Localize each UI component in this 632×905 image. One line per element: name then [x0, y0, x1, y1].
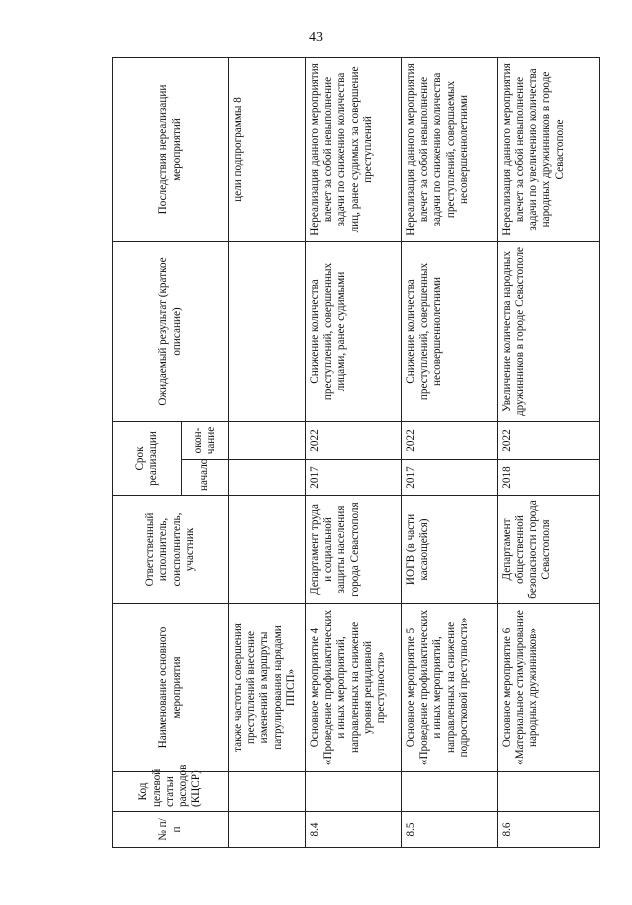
- table-rotation-frame: [112, 58, 600, 848]
- cell-executor: Департамент труда и социальной защиты населения города Севастополя: [306, 496, 402, 604]
- cell-consequences: Нереализация данного мероприятия влечет за собой невыполнение задачи по увеличению количества народных дружинников в городе Севастополе: [497, 58, 599, 242]
- measures-table: [112, 57, 600, 848]
- cell-code: [401, 772, 497, 812]
- cell-consequences: Нереализация данного мероприятия влечет за собой невыполнение задачи по снижению количества лиц, ранее судимых за совершение преступлений: [306, 58, 402, 242]
- cell-end: 2022: [306, 422, 402, 460]
- cell-code: [306, 772, 402, 812]
- cell-code: [229, 772, 306, 812]
- cell-name: Основное мероприятие 6 «Материальное стимулирование народных дружинников»: [497, 604, 599, 772]
- cell-start: [229, 460, 306, 496]
- cell-end: 2022: [401, 422, 497, 460]
- cell-num: 8.6: [497, 812, 599, 848]
- header-num: № п/п: [113, 812, 229, 848]
- header-consequences: Последствия нереализации мероприятий: [113, 58, 229, 242]
- cell-end: [229, 422, 306, 460]
- cell-start: 2017: [306, 460, 402, 496]
- table-row: [229, 58, 306, 848]
- cell-start: 2018: [497, 460, 599, 496]
- cell-name: также частоты совершения преступлений внесение изменений в маршруты патрулирования нарядами ППСП»: [229, 604, 306, 772]
- header-period: Срок реализации: [113, 422, 182, 496]
- cell-name: Основное мероприятие 4 «Проведение профилактических и иных мероприятий, направленных на снижение уровня рецидивной преступности»: [306, 604, 402, 772]
- cell-num: 8.5: [401, 812, 497, 848]
- cell-result: Увеличение количества народных дружинников в городе Севастополе: [497, 242, 599, 422]
- cell-code: [497, 772, 599, 812]
- cell-consequences: Нереализация данного мероприятия влечет за собой невыполнение задачи по снижению количества преступлений, совершаемых несовершеннолетними: [401, 58, 497, 242]
- header-executor: Ответственный исполнитель, соисполнитель, участник: [113, 496, 229, 604]
- header-code: Код целевой статьи расходов (КЦСР): [113, 772, 229, 812]
- table-header-row: [113, 58, 182, 848]
- table-row: [497, 58, 599, 848]
- cell-result: Снижение количества преступлений, совершенных лицами, ранее судимыми: [306, 242, 402, 422]
- cell-end: 2022: [497, 422, 599, 460]
- table-rotated-wrapper: [112, 58, 600, 848]
- table-row: [306, 58, 402, 848]
- header-name: Наименование основного мероприятия: [113, 604, 229, 772]
- cell-num: 8.4: [306, 812, 402, 848]
- cell-result: Снижение количества преступлений, совершенных несовершеннолетними: [401, 242, 497, 422]
- cell-executor: [229, 496, 306, 604]
- cell-result: [229, 242, 306, 422]
- cell-start: 2017: [401, 460, 497, 496]
- table-row: [401, 58, 497, 848]
- page-number: 43: [309, 30, 323, 45]
- header-end: окон-чание: [182, 422, 229, 460]
- cell-consequences: цели подпрограммы 8: [229, 58, 306, 242]
- cell-executor: Департамент общественной безопасности города Севастополя: [497, 496, 599, 604]
- header-result: Ожидаемый результат (краткое описание): [113, 242, 229, 422]
- cell-num: [229, 812, 306, 848]
- header-start: начало: [182, 460, 229, 496]
- cell-name: Основное мероприятие 5 «Проведение профилактических и иных мероприятий, направленных на снижение подростковой преступности»: [401, 604, 497, 772]
- cell-executor: ИОГВ (в части касающейся): [401, 496, 497, 604]
